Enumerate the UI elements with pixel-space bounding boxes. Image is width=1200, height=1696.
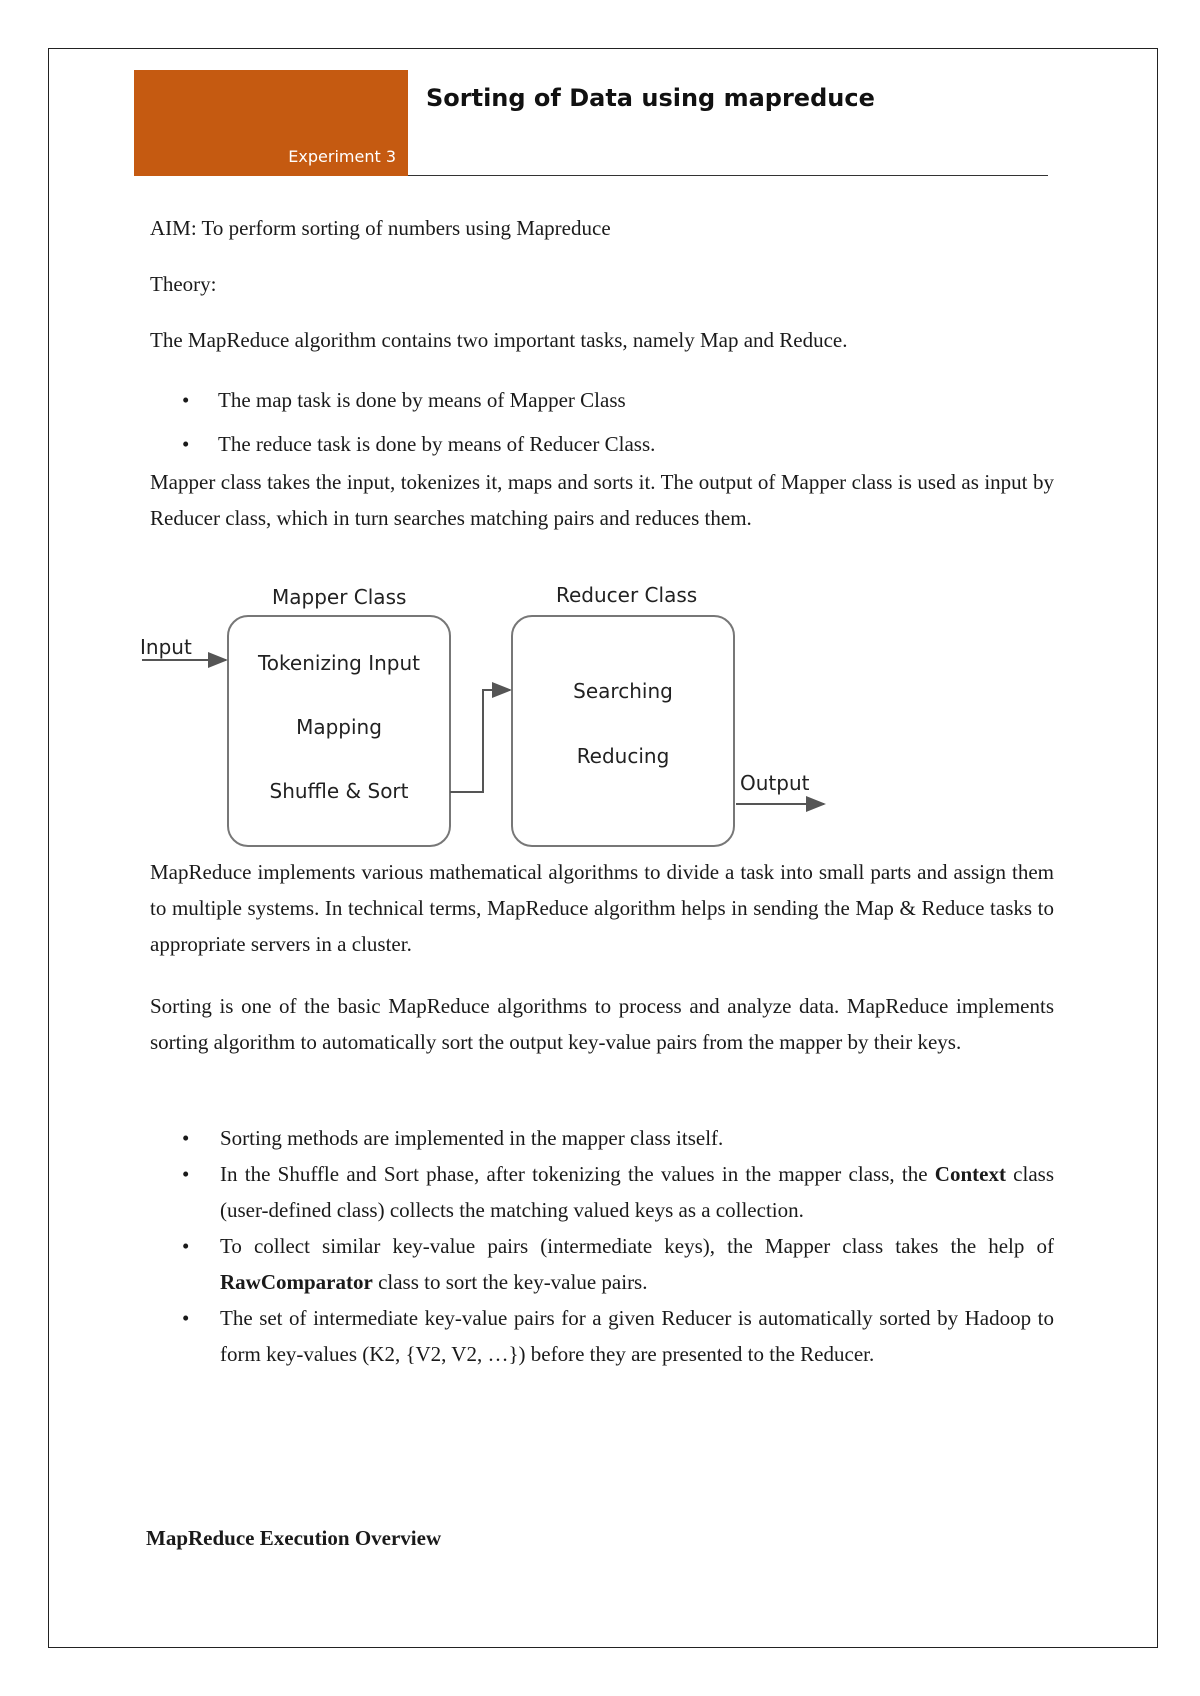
mapper-step-mapping: Mapping <box>296 715 382 739</box>
aim-text: AIM: To perform sorting of numbers using Mapreduce <box>150 216 611 240</box>
list-item <box>150 1156 1054 1228</box>
context-class-name: Context <box>934 1162 1006 1186</box>
list-item <box>150 1120 1054 1156</box>
main-content <box>150 210 1054 560</box>
list-item <box>150 1300 1054 1372</box>
reducer-step-searching: Searching <box>573 679 673 703</box>
sorting-point-text: class to sort the key-value pairs. <box>372 1270 648 1294</box>
sorting-points-list <box>150 1120 1054 1372</box>
sorting-point-text: The set of intermediate key-value pairs for a given Reducer is automatically sorted by Hadoop to form key-values (K2, {V2, V2, …}) before they are presented to the Reducer. <box>220 1306 1054 1366</box>
sorting-point-text: class (user-defined class) collects the matching valued keys as a collection. <box>220 1162 1055 1222</box>
task-list <box>150 382 1054 462</box>
mapper-class-title: Mapper Class <box>272 585 407 609</box>
mapper-to-reducer-arrow <box>450 690 510 792</box>
diagram-svg <box>140 578 840 858</box>
list-item <box>150 382 1054 418</box>
header-divider <box>408 175 1048 176</box>
task-text: The map task is done by means of Mapper Class <box>218 388 626 412</box>
mapreduce-diagram <box>140 578 840 858</box>
rawcomparator-class-name: RawComparator <box>220 1270 373 1294</box>
bullet-icon: • <box>182 388 190 412</box>
mapreduce-description: MapReduce implements various mathematical algorithms to divide a task into small parts and assign them to multiple systems. In technical terms, MapReduce algorithm helps in sending the Map & Reduce tasks to appropriate servers in a cluster. <box>150 860 1054 956</box>
theory-label: Theory: <box>150 272 217 296</box>
header-accent-block <box>134 70 408 176</box>
page-title: Sorting of Data using mapreduce <box>426 84 875 112</box>
bullet-icon: • <box>182 432 190 456</box>
experiment-label: Experiment 3 <box>288 147 396 166</box>
task-text: The reduce task is done by means of Reducer Class. <box>218 432 656 456</box>
mapper-step-shuffle-sort: Shuffle & Sort <box>269 779 409 803</box>
mapper-description: Mapper class takes the input, tokenizes it, maps and sorts it. The output of Mapper class is used as input by Reducer class, which in turn searches matching pairs and reduces them. <box>150 470 1054 530</box>
reducer-box <box>512 616 734 846</box>
section-heading: MapReduce Execution Overview <box>146 1526 442 1550</box>
list-item <box>150 426 1054 462</box>
bullet-icon: • <box>182 1234 190 1258</box>
list-item <box>150 1228 1054 1300</box>
input-label: Input <box>140 635 192 659</box>
reducer-step-reducing: Reducing <box>576 744 670 768</box>
sorting-description: Sorting is one of the basic MapReduce algorithms to process and analyze data. MapReduce implements sorting algorithm to automatically sort the output key-value pairs from the mapper by their keys. <box>150 994 1054 1054</box>
bullet-icon: • <box>182 1162 190 1186</box>
output-label: Output <box>740 771 810 795</box>
mapper-step-tokenizing: Tokenizing Input <box>257 651 421 675</box>
bullet-icon: • <box>182 1306 190 1330</box>
sorting-point-text: In the Shuffle and Sort phase, after tokenizing the values in the mapper class, the <box>220 1162 935 1186</box>
sorting-point-text: Sorting methods are implemented in the mapper class itself. <box>220 1126 724 1150</box>
sorting-point-text: To collect similar key-value pairs (intermediate keys), the Mapper class takes the help of <box>220 1234 1054 1258</box>
intro-text: The MapReduce algorithm contains two important tasks, namely Map and Reduce. <box>150 328 848 352</box>
bullet-icon: • <box>182 1126 190 1150</box>
reducer-class-title: Reducer Class <box>556 583 698 607</box>
